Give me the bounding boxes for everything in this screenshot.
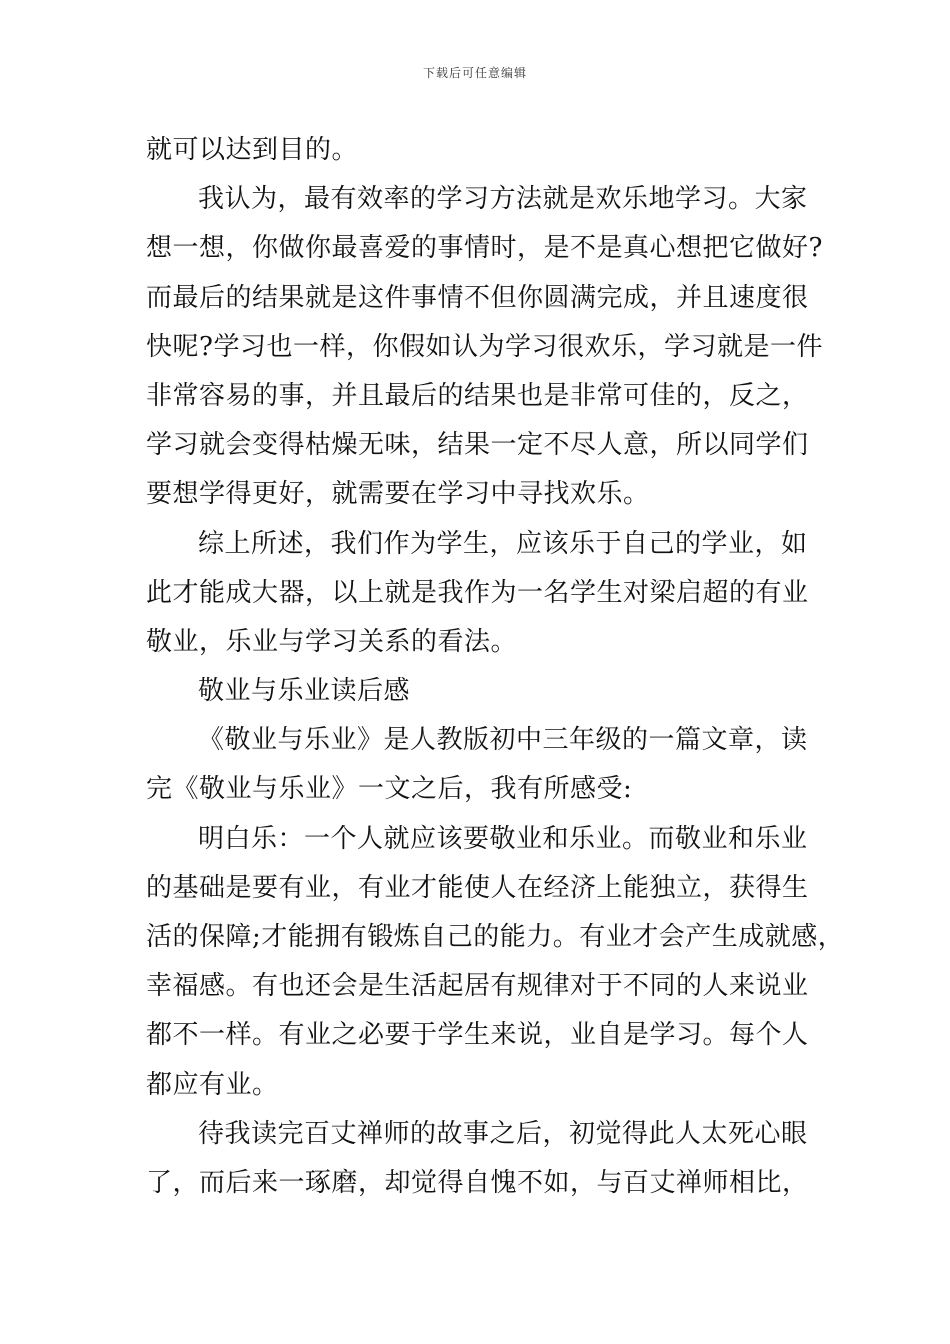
text-line: 想一想，你做你最喜爱的事情时，是不是真心想把它做好? [146,233,823,264]
text-line: 快呢?学习也一样，你假如认为学习很欢乐，学习就是一件 [146,331,823,362]
section-title: 敬业与乐业读后感 [198,676,411,707]
text-line: 活的保障;才能拥有锻炼自己的能力。有业才会产生成就感， [146,922,845,952]
page-header: 下载后可任意编辑 [422,66,527,80]
text-line: 而最后的结果就是这件事情不但你圆满完成，并且速度很 [146,282,809,313]
text-line: 了，而后来一琢磨，却觉得自愧不如，与百丈禅师相比， [146,1167,809,1198]
text-line: 都不一样。有业之必要于学生来说，业自是学习。每个人 [146,1020,809,1051]
text-line: 要想学得更好，就需要在学习中寻找欢乐。 [146,479,650,510]
text-line: 幸福感。有也还会是生活起居有规律对于不同的人来说业 [146,971,809,1002]
paragraph-start-line: 明白乐：一个人就应该要敬业和乐业。而敬业和乐业 [198,823,808,854]
text-line: 非常容易的事，并且最后的结果也是非常可佳的，反之， [146,380,809,411]
text-line: 的基础是要有业，有业才能使人在经济上能独立，获得生 [146,872,809,903]
text-line: 敬业，乐业与学习关系的看法。 [146,626,518,657]
text-line: 都应有业。 [146,1069,279,1100]
text-line: 完《敬业与乐业》一文之后，我有所感受: [146,774,633,805]
paragraph-start-line: 《敬业与乐业》是人教版初中三年级的一篇文章，读 [198,725,808,756]
text-line: 就可以达到目的。 [146,135,359,165]
text-line: 学习就会变得枯燥无味，结果一定不尽人意，所以同学们 [146,430,809,461]
paragraph-start-line: 综上所述，我们作为学生，应该乐于自己的学业，如 [198,528,808,559]
text-line: 此才能成大器，以上就是我作为一名学生对梁启超的有业 [146,577,809,608]
paragraph-start-line: 待我读完百丈禅师的故事之后，初觉得此人太死心眼 [198,1118,808,1149]
document-body [146,126,845,1208]
paragraph-start-line: 我认为，最有效率的学习方法就是欢乐地学习。大家 [198,184,808,215]
